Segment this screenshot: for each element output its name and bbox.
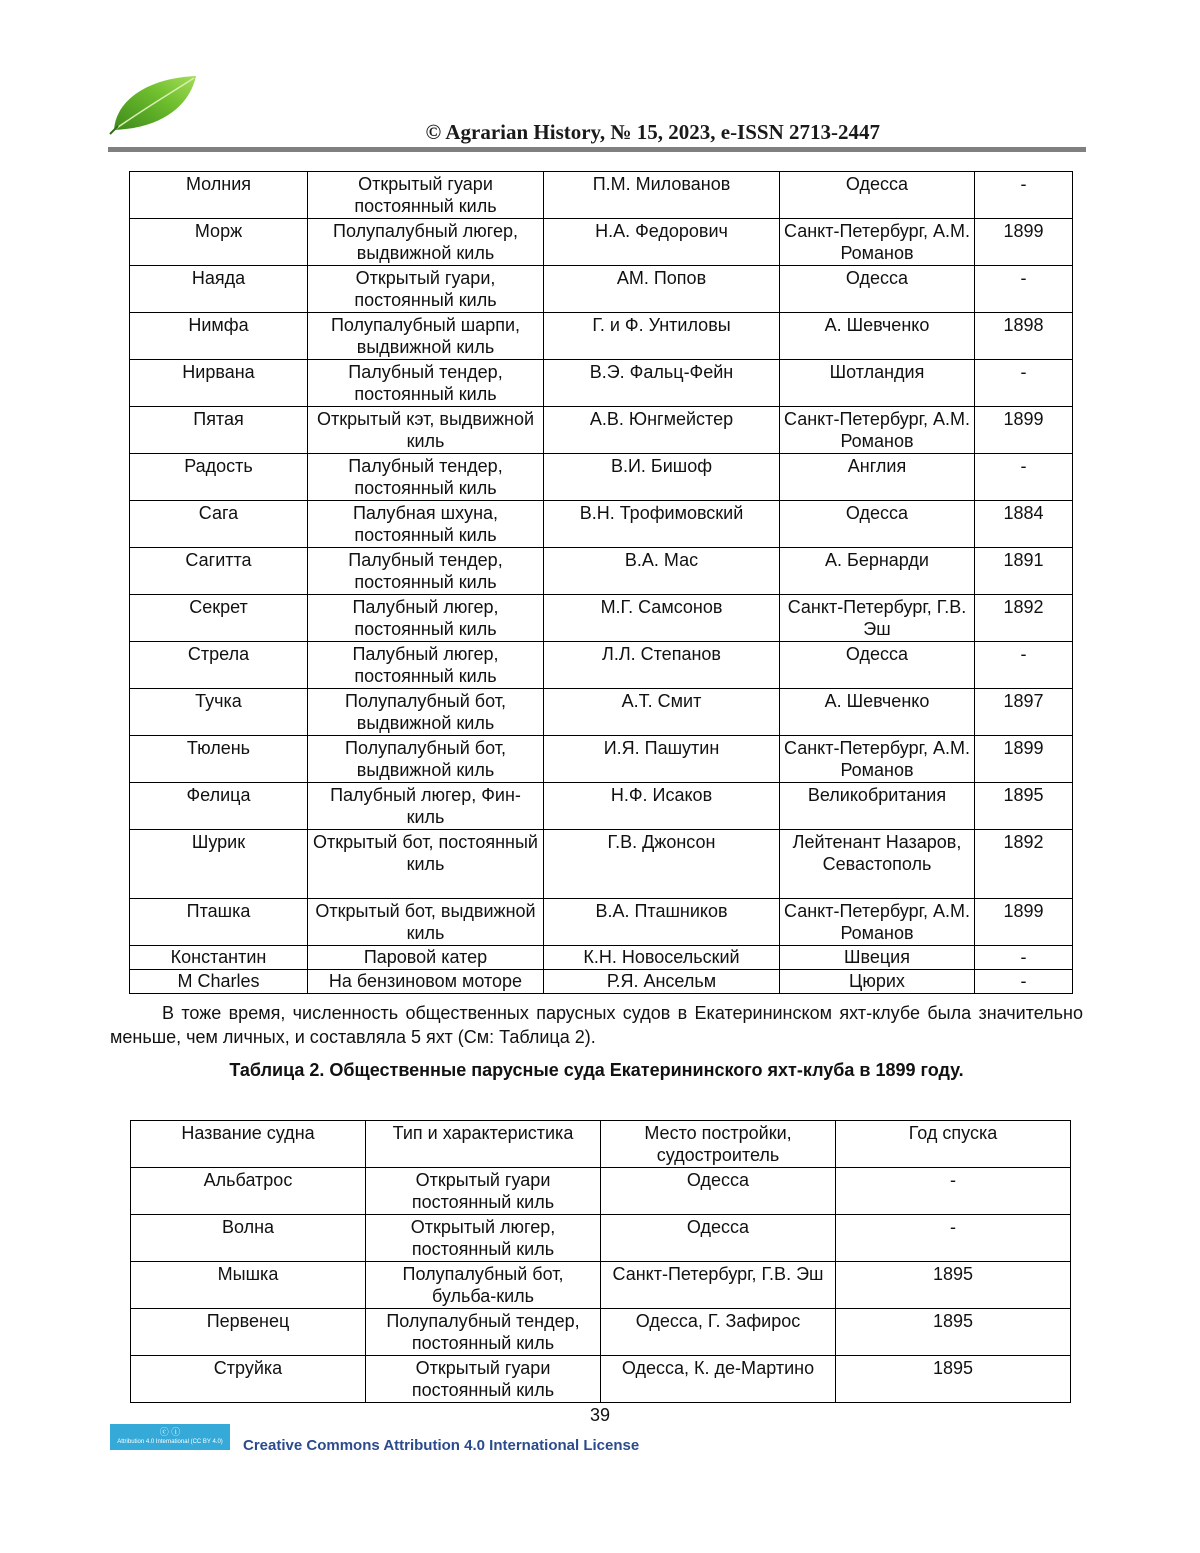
cell-place: Цюрих xyxy=(780,970,975,994)
cell-type: Полупалубный тендер, постоянный киль xyxy=(366,1309,601,1356)
cell-year: 1899 xyxy=(975,219,1073,266)
cell-year: 1892 xyxy=(975,830,1073,899)
cell-name: Тюлень xyxy=(130,736,308,783)
cell-name: Волна xyxy=(131,1215,366,1262)
cell-type: Палубный люгер, Фин-киль xyxy=(308,783,544,830)
cell-name: Альбатрос xyxy=(131,1168,366,1215)
cell-year: - xyxy=(975,946,1073,970)
cell-owner: М.Г. Самсонов xyxy=(544,595,780,642)
table-row xyxy=(130,595,1073,642)
cell-year: 1895 xyxy=(836,1309,1071,1356)
cell-place: Лейтенант Назаров, Севастополь xyxy=(780,830,975,899)
cell-year: 1899 xyxy=(975,407,1073,454)
cell-owner: Л.Л. Степанов xyxy=(544,642,780,689)
cell-year: - xyxy=(975,642,1073,689)
cell-year: - xyxy=(836,1215,1071,1262)
table-row xyxy=(130,454,1073,501)
cell-owner: Г. и Ф. Унтиловы xyxy=(544,313,780,360)
table-row xyxy=(130,172,1073,219)
cell-owner: Р.Я. Ансельм xyxy=(544,970,780,994)
cell-owner: А.Т. Смит xyxy=(544,689,780,736)
cell-owner: И.Я. Пашутин xyxy=(544,736,780,783)
cell-type: Палубная шхуна, постоянный киль xyxy=(308,501,544,548)
cell-year: - xyxy=(836,1168,1071,1215)
table-row xyxy=(131,1168,1071,1215)
cell-type: Открытый кэт, выдвижной киль xyxy=(308,407,544,454)
cell-type: Палубный люгер, постоянный киль xyxy=(308,595,544,642)
cell-place: Санкт-Петербург, А.М. Романов xyxy=(780,407,975,454)
cell-year: 1898 xyxy=(975,313,1073,360)
table-row xyxy=(131,1262,1071,1309)
cell-year: 1891 xyxy=(975,548,1073,595)
table-row xyxy=(130,783,1073,830)
cell-type: Открытый гуари постоянный киль xyxy=(308,172,544,219)
column-header: Год спуска xyxy=(836,1121,1071,1168)
cell-owner: Н.А. Федорович xyxy=(544,219,780,266)
cell-type: Полупалубный люгер, выдвижной киль xyxy=(308,219,544,266)
table-row xyxy=(130,313,1073,360)
cell-name: Радость xyxy=(130,454,308,501)
page-header xyxy=(108,70,1086,154)
cell-name: Сага xyxy=(130,501,308,548)
table-row xyxy=(130,736,1073,783)
cell-name: Нирвана xyxy=(130,360,308,407)
cc-by-icon: ⓒ ⓘ xyxy=(159,1427,181,1437)
cell-place: Санкт-Петербург, А.М. Романов xyxy=(780,899,975,946)
cell-place: Одесса xyxy=(601,1215,836,1262)
cell-name: Тучка xyxy=(130,689,308,736)
leaf-logo-icon xyxy=(108,70,208,136)
cell-type: Открытый бот, постоянный киль xyxy=(308,830,544,899)
cell-name: Мышка xyxy=(131,1262,366,1309)
cell-place: Одесса xyxy=(780,642,975,689)
column-header: Место постройки, судостроитель xyxy=(601,1121,836,1168)
cell-type: Палубный тендер, постоянный киль xyxy=(308,360,544,407)
table-row xyxy=(130,548,1073,595)
cell-owner: Н.Ф. Исаков xyxy=(544,783,780,830)
table-row xyxy=(130,501,1073,548)
cell-place: Санкт-Петербург, Г.В. Эш xyxy=(780,595,975,642)
cell-type: Открытый бот, выдвижной киль xyxy=(308,899,544,946)
cell-place: Англия xyxy=(780,454,975,501)
cell-name: Нимфа xyxy=(130,313,308,360)
table-row xyxy=(130,407,1073,454)
cell-name: Морж xyxy=(130,219,308,266)
cell-name: Струйка xyxy=(131,1356,366,1403)
cell-type: Палубный тендер, постоянный киль xyxy=(308,454,544,501)
cell-name: Пятая xyxy=(130,407,308,454)
table-row xyxy=(130,899,1073,946)
body-paragraph: В тоже время, численность общественных парусных судов в Екатерининском яхт-клубе была значительно меньше, чем личных, и составляла 5 яхт (См: Таблица 2). xyxy=(110,1003,1083,1047)
cell-year: - xyxy=(975,172,1073,219)
cell-name: Шурик xyxy=(130,830,308,899)
cell-place: Одесса, К. де-Мартино xyxy=(601,1356,836,1403)
cell-type: Открытый гуари постоянный киль xyxy=(366,1356,601,1403)
table-header-row xyxy=(131,1121,1071,1168)
cell-name: Секрет xyxy=(130,595,308,642)
cell-year: 1892 xyxy=(975,595,1073,642)
table-row xyxy=(130,360,1073,407)
cell-year: - xyxy=(975,970,1073,994)
cell-name: M Charles xyxy=(130,970,308,994)
cell-owner: К.Н. Новосельский xyxy=(544,946,780,970)
cc-license-badge[interactable] xyxy=(110,1424,230,1450)
cell-type: Палубный люгер, постоянный киль xyxy=(308,642,544,689)
cell-type: Палубный тендер, постоянный киль xyxy=(308,548,544,595)
cell-place: Санкт-Петербург, А.М. Романов xyxy=(780,736,975,783)
cell-place: Швеция xyxy=(780,946,975,970)
cell-place: Одесса xyxy=(780,501,975,548)
table-row xyxy=(130,830,1073,899)
cell-place: А. Бернарди xyxy=(780,548,975,595)
table-row xyxy=(130,219,1073,266)
cell-type: Открытый люгер, постоянный киль xyxy=(366,1215,601,1262)
column-header: Название судна xyxy=(131,1121,366,1168)
cell-owner: В.Н. Трофимовский xyxy=(544,501,780,548)
cell-year: - xyxy=(975,266,1073,313)
cell-place: Санкт-Петербург, А.М. Романов xyxy=(780,219,975,266)
cell-place: Великобритания xyxy=(780,783,975,830)
table-row xyxy=(131,1356,1071,1403)
cell-year: 1897 xyxy=(975,689,1073,736)
license-link[interactable]: Creative Commons Attribution 4.0 International License xyxy=(243,1437,640,1454)
cell-year: 1884 xyxy=(975,501,1073,548)
table-row xyxy=(130,266,1073,313)
cell-year: - xyxy=(975,360,1073,407)
cell-owner: В.Э. Фальц-Фейн xyxy=(544,360,780,407)
cell-name: Пташка xyxy=(130,899,308,946)
cell-type: Открытый гуари, постоянный киль xyxy=(308,266,544,313)
cell-place: Одесса xyxy=(601,1168,836,1215)
cell-year: 1899 xyxy=(975,736,1073,783)
table-row xyxy=(130,642,1073,689)
header-divider xyxy=(108,147,1086,152)
cell-name: Молния xyxy=(130,172,308,219)
cell-owner: П.М. Милованов xyxy=(544,172,780,219)
cell-owner: А.В. Юнгмейстер xyxy=(544,407,780,454)
cell-name: Константин xyxy=(130,946,308,970)
cell-place: А. Шевченко xyxy=(780,313,975,360)
cell-owner: Г.В. Джонсон xyxy=(544,830,780,899)
cell-place: Шотландия xyxy=(780,360,975,407)
table-row xyxy=(131,1215,1071,1262)
badge-text: Attribution 4.0 International (CC BY 4.0) xyxy=(117,1439,223,1445)
cell-type: Паровой катер xyxy=(308,946,544,970)
cell-place: Одесса, Г. Зафирос xyxy=(601,1309,836,1356)
table-row xyxy=(130,689,1073,736)
cell-place: А. Шевченко xyxy=(780,689,975,736)
cell-owner: В.А. Мас xyxy=(544,548,780,595)
cell-year: - xyxy=(975,454,1073,501)
cell-place: Одесса xyxy=(780,266,975,313)
cell-name: Наяда xyxy=(130,266,308,313)
cell-place: Одесса xyxy=(780,172,975,219)
cell-type: Открытый гуари постоянный киль xyxy=(366,1168,601,1215)
cell-year: 1895 xyxy=(975,783,1073,830)
table-row xyxy=(130,946,1073,970)
journal-title: © Agrarian History, № 15, 2023, e-ISSN 2713-2447 xyxy=(425,120,880,144)
cell-type: Полупалубный бот, бульба-киль xyxy=(366,1262,601,1309)
cell-owner: В.А. Пташников xyxy=(544,899,780,946)
cell-owner: В.И. Бишоф xyxy=(544,454,780,501)
cell-type: На бензиновом моторе xyxy=(308,970,544,994)
cell-type: Полупалубный бот, выдвижной киль xyxy=(308,736,544,783)
yachts-table xyxy=(129,171,1073,994)
table-row xyxy=(131,1309,1071,1356)
cell-year: 1899 xyxy=(975,899,1073,946)
cell-year: 1895 xyxy=(836,1262,1071,1309)
page-number: 39 xyxy=(589,1405,611,1425)
cell-name: Стрела xyxy=(130,642,308,689)
cell-type: Полупалубный бот, выдвижной киль xyxy=(308,689,544,736)
cell-name: Первенец xyxy=(131,1309,366,1356)
cell-name: Сагитта xyxy=(130,548,308,595)
cell-year: 1895 xyxy=(836,1356,1071,1403)
column-header: Тип и характеристика xyxy=(366,1121,601,1168)
cell-place: Санкт-Петербург, Г.В. Эш xyxy=(601,1262,836,1309)
table-row xyxy=(130,970,1073,994)
table-caption: Таблица 2. Общественные парусные суда Екатерининского яхт-клуба в 1899 году. xyxy=(229,1060,964,1080)
cell-owner: АМ. Попов xyxy=(544,266,780,313)
cell-type: Полупалубный шарпи, выдвижной киль xyxy=(308,313,544,360)
cell-name: Фелица xyxy=(130,783,308,830)
public-yachts-table xyxy=(130,1120,1071,1403)
